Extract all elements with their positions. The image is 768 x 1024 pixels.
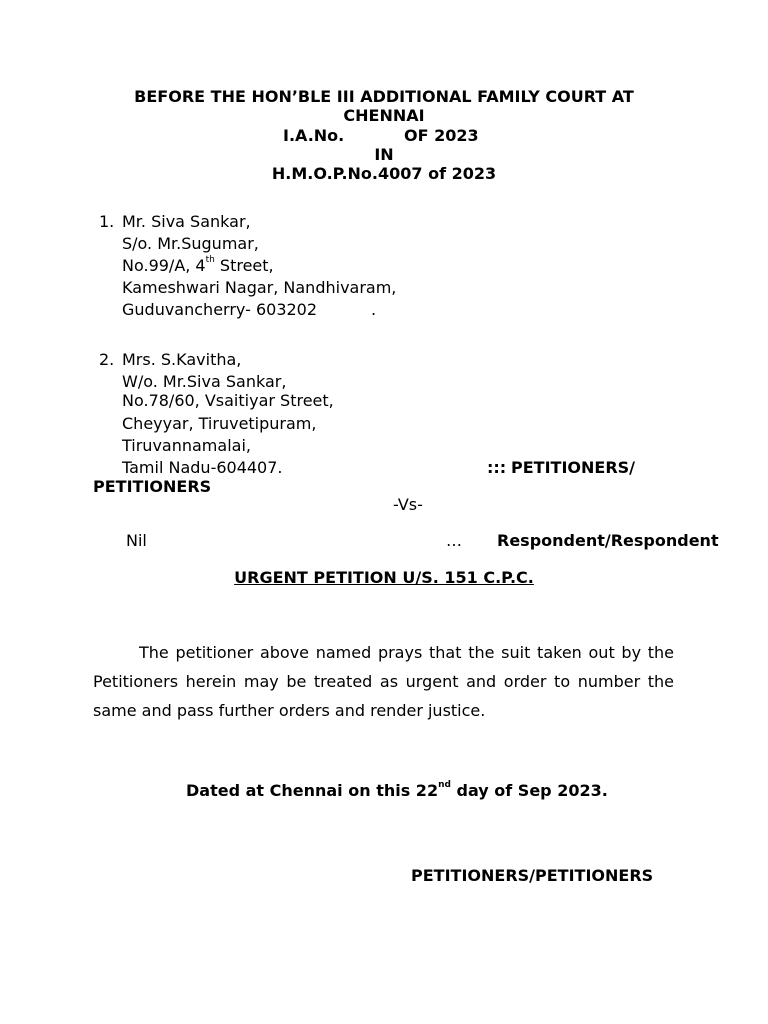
- ia-year-label: OF 2023: [404, 126, 479, 145]
- petitioner-1-number: 1.: [99, 212, 115, 231]
- petitioner-2-address-line4: Tamil Nadu-604407.: [122, 458, 283, 477]
- dated-line: Dated at Chennai on this 22nd day of Sep 2023.: [186, 780, 608, 800]
- petitioner-1-address-line1: No.99/A, 4th Street,: [122, 255, 274, 275]
- hmop-number: H.M.O.P.No.4007 of 2023: [271, 164, 497, 183]
- petitioner-1-name: Mr. Siva Sankar,: [122, 212, 251, 231]
- petitioner-2-name: Mrs. S.Kavitha,: [122, 350, 242, 369]
- court-heading-line1: BEFORE THE HON’BLE III ADDITIONAL FAMILY COURT AT: [134, 87, 634, 106]
- respondent-dots: …: [446, 531, 462, 550]
- court-heading-line2: CHENNAI: [343, 106, 425, 125]
- petitioners-colons: :::: [487, 458, 507, 477]
- petition-body-paragraph: The petitioner above named prays that the suit taken out by the Petitioners herein may be treated as urgent and order to number the same and pass further orders and render justice.: [93, 643, 674, 720]
- respondent-label: Respondent/Respondent: [497, 531, 719, 550]
- petitioner-2-address-line2: Cheyyar, Tiruvetipuram,: [122, 414, 317, 433]
- petitioner-1-address-line2: Kameshwari Nagar, Nandhivaram,: [122, 278, 397, 297]
- petitioners-label-b: PETITIONERS: [93, 477, 212, 496]
- petitioner-1-relation: S/o. Mr.Sugumar,: [122, 234, 259, 253]
- in-label: IN: [374, 145, 394, 164]
- petitioners-label-a: PETITIONERS/: [511, 458, 635, 477]
- signature-label: PETITIONERS/PETITIONERS: [411, 866, 654, 885]
- petitioner-1-address-line3: Guduvancherry- 603202: [122, 300, 318, 319]
- petitioner-1-trailing-dot: .: [371, 300, 377, 319]
- petition-title: URGENT PETITION U/S. 151 C.P.C.: [234, 568, 534, 587]
- respondent-name: Nil: [126, 531, 147, 550]
- petitioner-2-address-line1: No.78/60, Vsaitiyar Street,: [122, 391, 334, 410]
- petitioner-2-number: 2.: [99, 350, 115, 369]
- ia-number-label: I.A.No.: [283, 126, 345, 145]
- versus-label: -Vs-: [393, 495, 423, 514]
- petitioner-2-address-line3: Tiruvannamalai,: [122, 436, 251, 455]
- petitioner-2-relation: W/o. Mr.Siva Sankar,: [122, 372, 287, 391]
